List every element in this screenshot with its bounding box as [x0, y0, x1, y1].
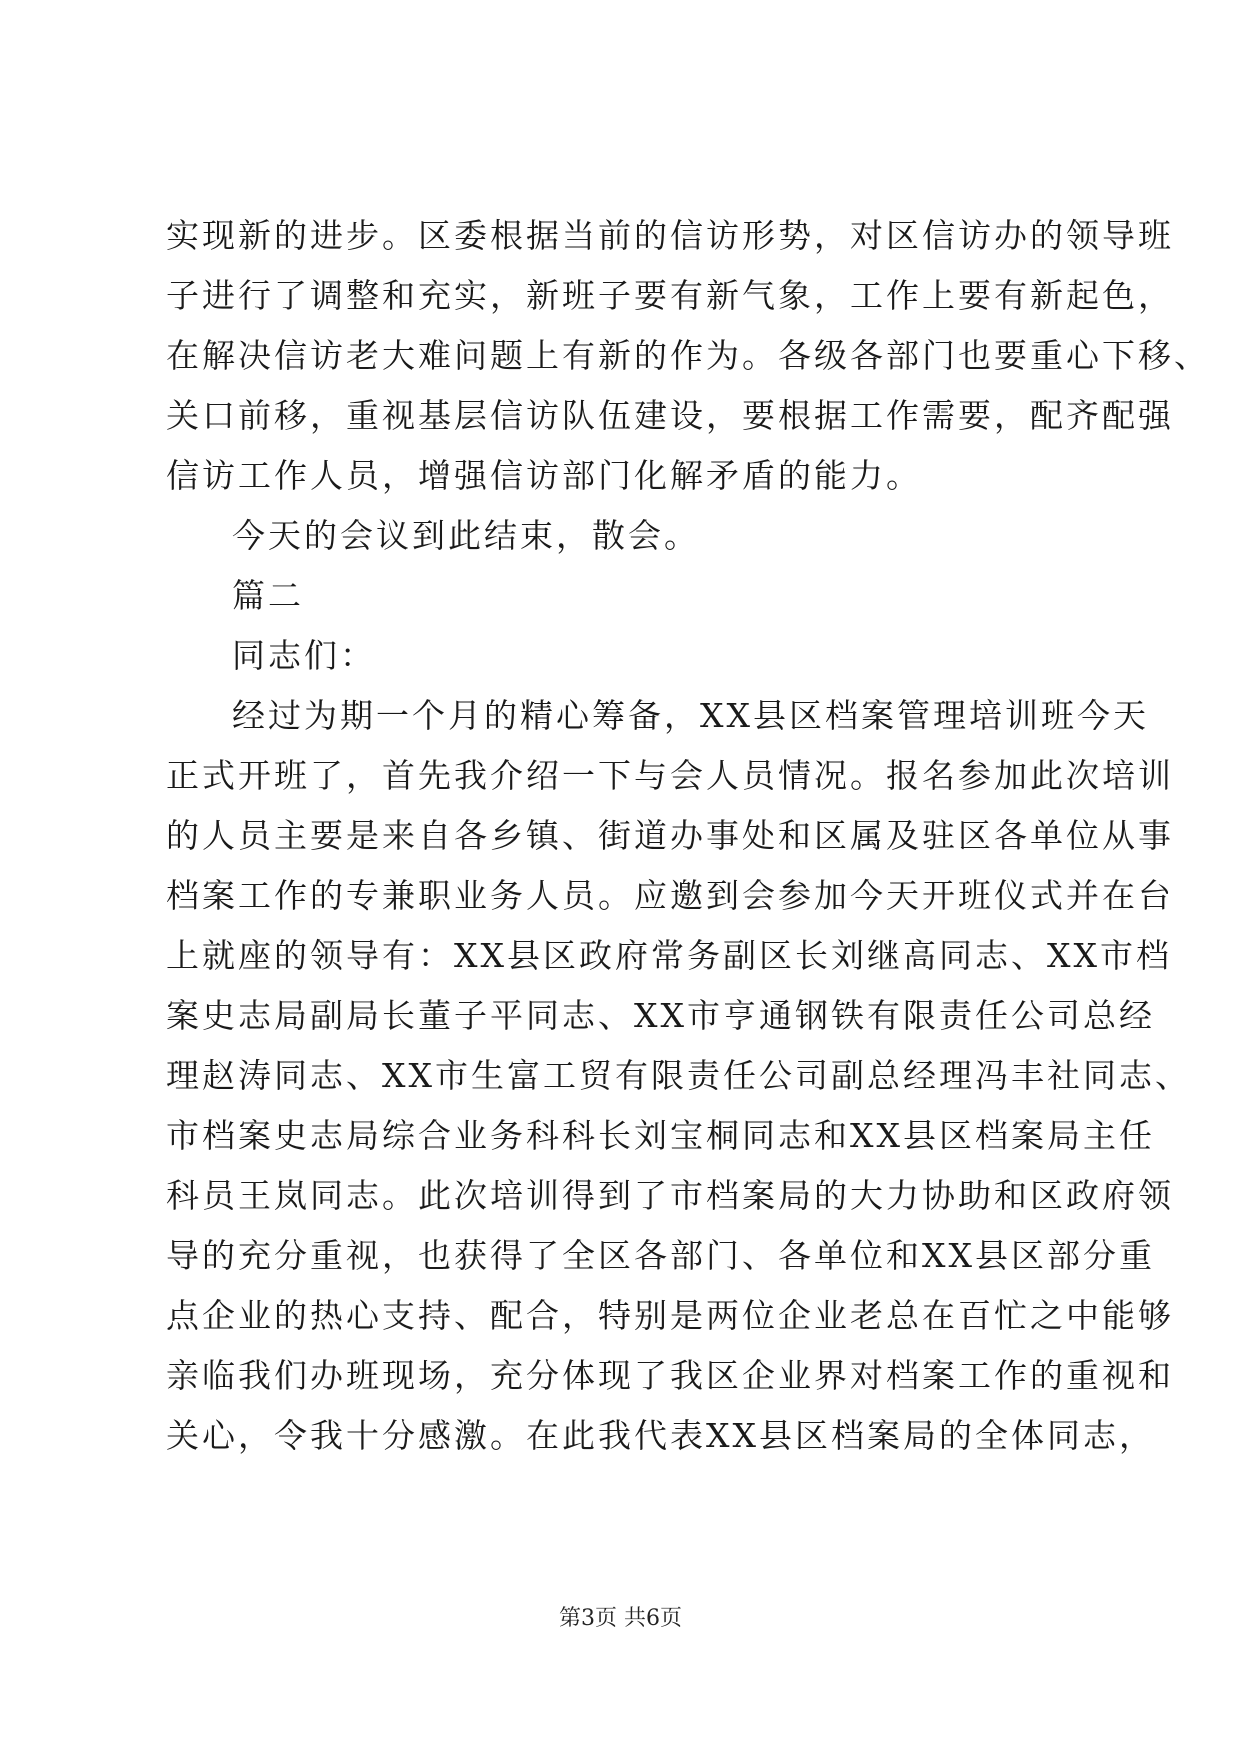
body-line-1: 实现新的进步。区委根据当前的信访形势，对区信访办的领导班 [166, 216, 1174, 255]
body-line-18: 导的充分重视，也获得了全区各部门、各单位和XX县区部分重 [166, 1236, 1155, 1275]
body-line-9: 经过为期一个月的精心筹备，XX县区档案管理培训班今天 [232, 696, 1149, 735]
body-line-12: 档案工作的专兼职业务人员。应邀到会参加今天开班仪式并在台 [166, 876, 1174, 915]
body-line-5: 信访工作人员，增强信访部门化解矛盾的能力。 [166, 456, 922, 495]
body-line-4: 关口前移，重视基层信访队伍建设，要根据工作需要，配齐配强 [166, 396, 1174, 435]
body-line-21: 关心，令我十分感激。在此我代表XX县区档案局的全体同志， [166, 1416, 1155, 1455]
body-line-14: 案史志局副局长董子平同志、XX市亨通钢铁有限责任公司总经 [166, 996, 1155, 1035]
body-line-3: 在解决信访老大难问题上有新的作为。各级各部门也要重心下移、 [166, 336, 1210, 375]
body-line-10: 正式开班了，首先我介绍一下与会人员情况。报名参加此次培训 [166, 756, 1174, 795]
body-line-16: 市档案史志局综合业务科科长刘宝桐同志和XX县区档案局主任 [166, 1116, 1155, 1155]
page-number-footer: 第3页 共6页 [559, 1606, 682, 1631]
salutation: 同志们： [232, 636, 376, 675]
body-line-13: 上就座的领导有：XX县区政府常务副区长刘继高同志、XX市档 [166, 936, 1172, 975]
body-line-2: 子进行了调整和充实，新班子要有新气象，工作上要有新起色， [166, 276, 1174, 315]
closing-paragraph: 今天的会议到此结束，散会。 [232, 516, 700, 555]
body-line-20: 亲临我们办班现场，充分体现了我区企业界对档案工作的重视和 [166, 1356, 1174, 1395]
body-line-17: 科员王岚同志。此次培训得到了市档案局的大力协助和区政府领 [166, 1176, 1174, 1215]
body-line-11: 的人员主要是来自各乡镇、街道办事处和区属及驻区各单位从事 [166, 816, 1174, 855]
body-line-15: 理赵涛同志、XX市生富工贸有限责任公司副总经理冯丰社同志、 [166, 1056, 1191, 1095]
section-heading: 篇二 [232, 576, 304, 615]
body-line-19: 点企业的热心支持、配合，特别是两位企业老总在百忙之中能够 [166, 1296, 1174, 1335]
